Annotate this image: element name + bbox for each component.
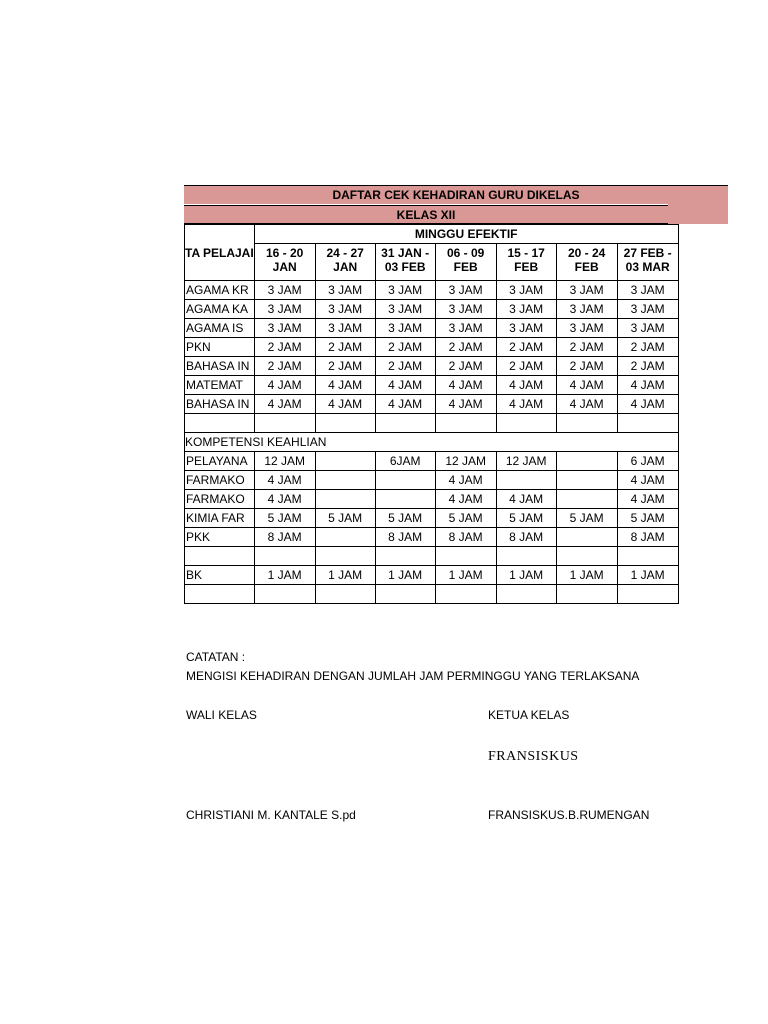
hours-cell	[375, 414, 435, 433]
hours-cell: 4 JAM	[435, 376, 496, 395]
hours-cell: 4 JAM	[435, 490, 496, 509]
hours-cell	[496, 414, 556, 433]
hours-cell: 2 JAM	[496, 357, 556, 376]
hours-cell	[254, 547, 315, 566]
hours-cell	[315, 452, 375, 471]
hours-cell: 4 JAM	[496, 376, 556, 395]
minggu-efektif-header: MINGGU EFEKTIF	[254, 225, 678, 244]
subject-cell: BK	[185, 566, 255, 585]
hours-cell: 4 JAM	[496, 490, 556, 509]
hours-cell: 3 JAM	[496, 300, 556, 319]
hours-cell	[315, 490, 375, 509]
hours-cell: 3 JAM	[556, 300, 617, 319]
week-header-row	[185, 244, 679, 281]
hours-cell: 3 JAM	[435, 300, 496, 319]
hours-cell	[435, 585, 496, 604]
table-row	[185, 319, 679, 338]
hours-cell: 3 JAM	[375, 319, 435, 338]
hours-cell: 3 JAM	[617, 281, 678, 300]
hours-cell: 2 JAM	[556, 338, 617, 357]
week-header-4: 06 - 09 FEB	[435, 244, 496, 281]
ketua-signature: FRANSISKUS	[488, 749, 579, 764]
hours-cell: 3 JAM	[435, 281, 496, 300]
title-band	[184, 185, 728, 204]
table-row	[185, 585, 679, 604]
subject-cell: AGAMA KA	[185, 300, 255, 319]
week-header-2: 24 - 27 JAN	[315, 244, 375, 281]
table-row	[185, 547, 679, 566]
hours-cell: 3 JAM	[315, 281, 375, 300]
table-row	[185, 433, 679, 452]
hours-cell: 3 JAM	[435, 319, 496, 338]
week-header-5: 15 - 17 FEB	[496, 244, 556, 281]
hours-cell: 4 JAM	[496, 395, 556, 414]
hours-cell: 3 JAM	[556, 319, 617, 338]
hours-cell: 4 JAM	[254, 471, 315, 490]
subject-column-header: TA PELAJAI	[185, 225, 255, 281]
hours-cell: 8 JAM	[617, 528, 678, 547]
subject-cell: BAHASA IN	[185, 357, 255, 376]
ketua-kelas-name: FRANSISKUS.B.RUMENGAN	[488, 808, 650, 822]
hours-cell: 5 JAM	[617, 509, 678, 528]
table-row	[185, 566, 679, 585]
subject-cell: AGAMA KR	[185, 281, 255, 300]
hours-cell: 3 JAM	[375, 281, 435, 300]
attendance-table	[184, 224, 679, 604]
hours-cell	[375, 490, 435, 509]
hours-cell: 6 JAM	[617, 452, 678, 471]
hours-cell: 3 JAM	[556, 281, 617, 300]
hours-cell: 4 JAM	[435, 395, 496, 414]
hours-cell: 3 JAM	[254, 300, 315, 319]
hours-cell: 5 JAM	[556, 509, 617, 528]
hours-cell	[254, 585, 315, 604]
subject-cell: FARMAKO	[185, 471, 255, 490]
hours-cell: 8 JAM	[254, 528, 315, 547]
hours-cell	[496, 547, 556, 566]
subject-cell: BAHASA IN	[185, 395, 255, 414]
table-row	[185, 528, 679, 547]
hours-cell: 12 JAM	[254, 452, 315, 471]
week-header-1: 16 - 20 JAN	[254, 244, 315, 281]
class-label: KELAS XII	[396, 208, 456, 222]
hours-cell	[496, 471, 556, 490]
header-row	[185, 225, 679, 244]
table-row	[185, 376, 679, 395]
table-row	[185, 300, 679, 319]
week-header-6: 20 - 24 FEB	[556, 244, 617, 281]
hours-cell: 4 JAM	[254, 395, 315, 414]
wali-kelas-name: CHRISTIANI M. KANTALE S.pd	[186, 808, 356, 822]
hours-cell	[375, 585, 435, 604]
hours-cell: 5 JAM	[254, 509, 315, 528]
week-header-3: 31 JAN - 03 FEB	[375, 244, 435, 281]
subject-cell: PKK	[185, 528, 255, 547]
hours-cell: 3 JAM	[617, 319, 678, 338]
hours-cell: 4 JAM	[617, 376, 678, 395]
hours-cell: 3 JAM	[375, 300, 435, 319]
hours-cell	[315, 471, 375, 490]
document-title: DAFTAR CEK KEHADIRAN GURU DIKELAS	[332, 188, 580, 202]
subject-cell: PKN	[185, 338, 255, 357]
wali-kelas-label: WALI KELAS	[186, 708, 257, 722]
hours-cell: 5 JAM	[435, 509, 496, 528]
hours-cell: 3 JAM	[254, 281, 315, 300]
catatan-text: MENGISI KEHADIRAN DENGAN JUMLAH JAM PERMINGGU YANG TERLAKSANA	[186, 669, 640, 683]
hours-cell: 2 JAM	[315, 357, 375, 376]
hours-cell: 8 JAM	[496, 528, 556, 547]
hours-cell: 4 JAM	[315, 376, 375, 395]
hours-cell	[375, 547, 435, 566]
hours-cell: 1 JAM	[556, 566, 617, 585]
hours-cell	[617, 547, 678, 566]
hours-cell: 1 JAM	[375, 566, 435, 585]
hours-cell: 3 JAM	[315, 300, 375, 319]
hours-cell: 3 JAM	[315, 319, 375, 338]
hours-cell: 2 JAM	[617, 357, 678, 376]
hours-cell: 4 JAM	[435, 471, 496, 490]
hours-cell: 12 JAM	[496, 452, 556, 471]
hours-cell	[556, 471, 617, 490]
hours-cell	[435, 547, 496, 566]
hours-cell: 2 JAM	[556, 357, 617, 376]
hours-cell: 4 JAM	[375, 395, 435, 414]
hours-cell: 12 JAM	[435, 452, 496, 471]
subject-cell	[185, 547, 255, 566]
hours-cell: 2 JAM	[375, 357, 435, 376]
week-header-7: 27 FEB - 03 MAR	[617, 244, 678, 281]
section-label: KOMPETENSI KEAHLIAN	[185, 433, 679, 452]
hours-cell: 4 JAM	[617, 471, 678, 490]
subject-cell: PELAYANA	[185, 452, 255, 471]
hours-cell	[315, 528, 375, 547]
hours-cell	[556, 528, 617, 547]
hours-cell: 2 JAM	[254, 357, 315, 376]
table-row	[185, 509, 679, 528]
hours-cell	[556, 452, 617, 471]
hours-cell	[315, 585, 375, 604]
table-row	[185, 281, 679, 300]
hours-cell: 2 JAM	[375, 338, 435, 357]
table-row	[185, 490, 679, 509]
table-row	[185, 395, 679, 414]
title-band-extension	[668, 186, 728, 224]
subject-cell: AGAMA IS	[185, 319, 255, 338]
table-row	[185, 452, 679, 471]
hours-cell: 2 JAM	[254, 338, 315, 357]
ketua-kelas-label: KETUA KELAS	[488, 708, 570, 722]
hours-cell	[435, 414, 496, 433]
table-row	[185, 471, 679, 490]
hours-cell: 4 JAM	[617, 490, 678, 509]
hours-cell: 1 JAM	[254, 566, 315, 585]
hours-cell	[254, 414, 315, 433]
hours-cell: 3 JAM	[496, 281, 556, 300]
hours-cell: 4 JAM	[254, 376, 315, 395]
hours-cell: 4 JAM	[617, 395, 678, 414]
table-row	[185, 414, 679, 433]
hours-cell: 5 JAM	[375, 509, 435, 528]
hours-cell: 8 JAM	[435, 528, 496, 547]
table-row	[185, 357, 679, 376]
hours-cell: 4 JAM	[375, 376, 435, 395]
hours-cell: 5 JAM	[496, 509, 556, 528]
hours-cell: 1 JAM	[315, 566, 375, 585]
hours-cell: 2 JAM	[435, 357, 496, 376]
hours-cell: 2 JAM	[435, 338, 496, 357]
hours-cell	[556, 547, 617, 566]
subject-cell	[185, 414, 255, 433]
hours-cell: 1 JAM	[435, 566, 496, 585]
hours-cell	[496, 585, 556, 604]
hours-cell: 8 JAM	[375, 528, 435, 547]
hours-cell: 5 JAM	[315, 509, 375, 528]
hours-cell: 4 JAM	[315, 395, 375, 414]
hours-cell	[315, 547, 375, 566]
catatan-label: CATATAN :	[186, 650, 246, 664]
hours-cell	[617, 414, 678, 433]
hours-cell: 1 JAM	[496, 566, 556, 585]
hours-cell: 1 JAM	[617, 566, 678, 585]
hours-cell: 2 JAM	[496, 338, 556, 357]
hours-cell	[556, 490, 617, 509]
hours-cell	[315, 414, 375, 433]
hours-cell: 4 JAM	[556, 395, 617, 414]
hours-cell	[375, 471, 435, 490]
hours-cell	[556, 414, 617, 433]
hours-cell: 4 JAM	[556, 376, 617, 395]
hours-cell: 4 JAM	[254, 490, 315, 509]
subject-cell: FARMAKO	[185, 490, 255, 509]
table-row	[185, 338, 679, 357]
subject-cell: MATEMAT	[185, 376, 255, 395]
hours-cell	[556, 585, 617, 604]
hours-cell: 3 JAM	[496, 319, 556, 338]
hours-cell	[617, 585, 678, 604]
hours-cell: 2 JAM	[617, 338, 678, 357]
hours-cell: 6JAM	[375, 452, 435, 471]
hours-cell: 3 JAM	[617, 300, 678, 319]
hours-cell: 3 JAM	[254, 319, 315, 338]
subject-cell: KIMIA FAR	[185, 509, 255, 528]
subject-cell	[185, 585, 255, 604]
class-band	[184, 205, 668, 224]
hours-cell: 2 JAM	[315, 338, 375, 357]
